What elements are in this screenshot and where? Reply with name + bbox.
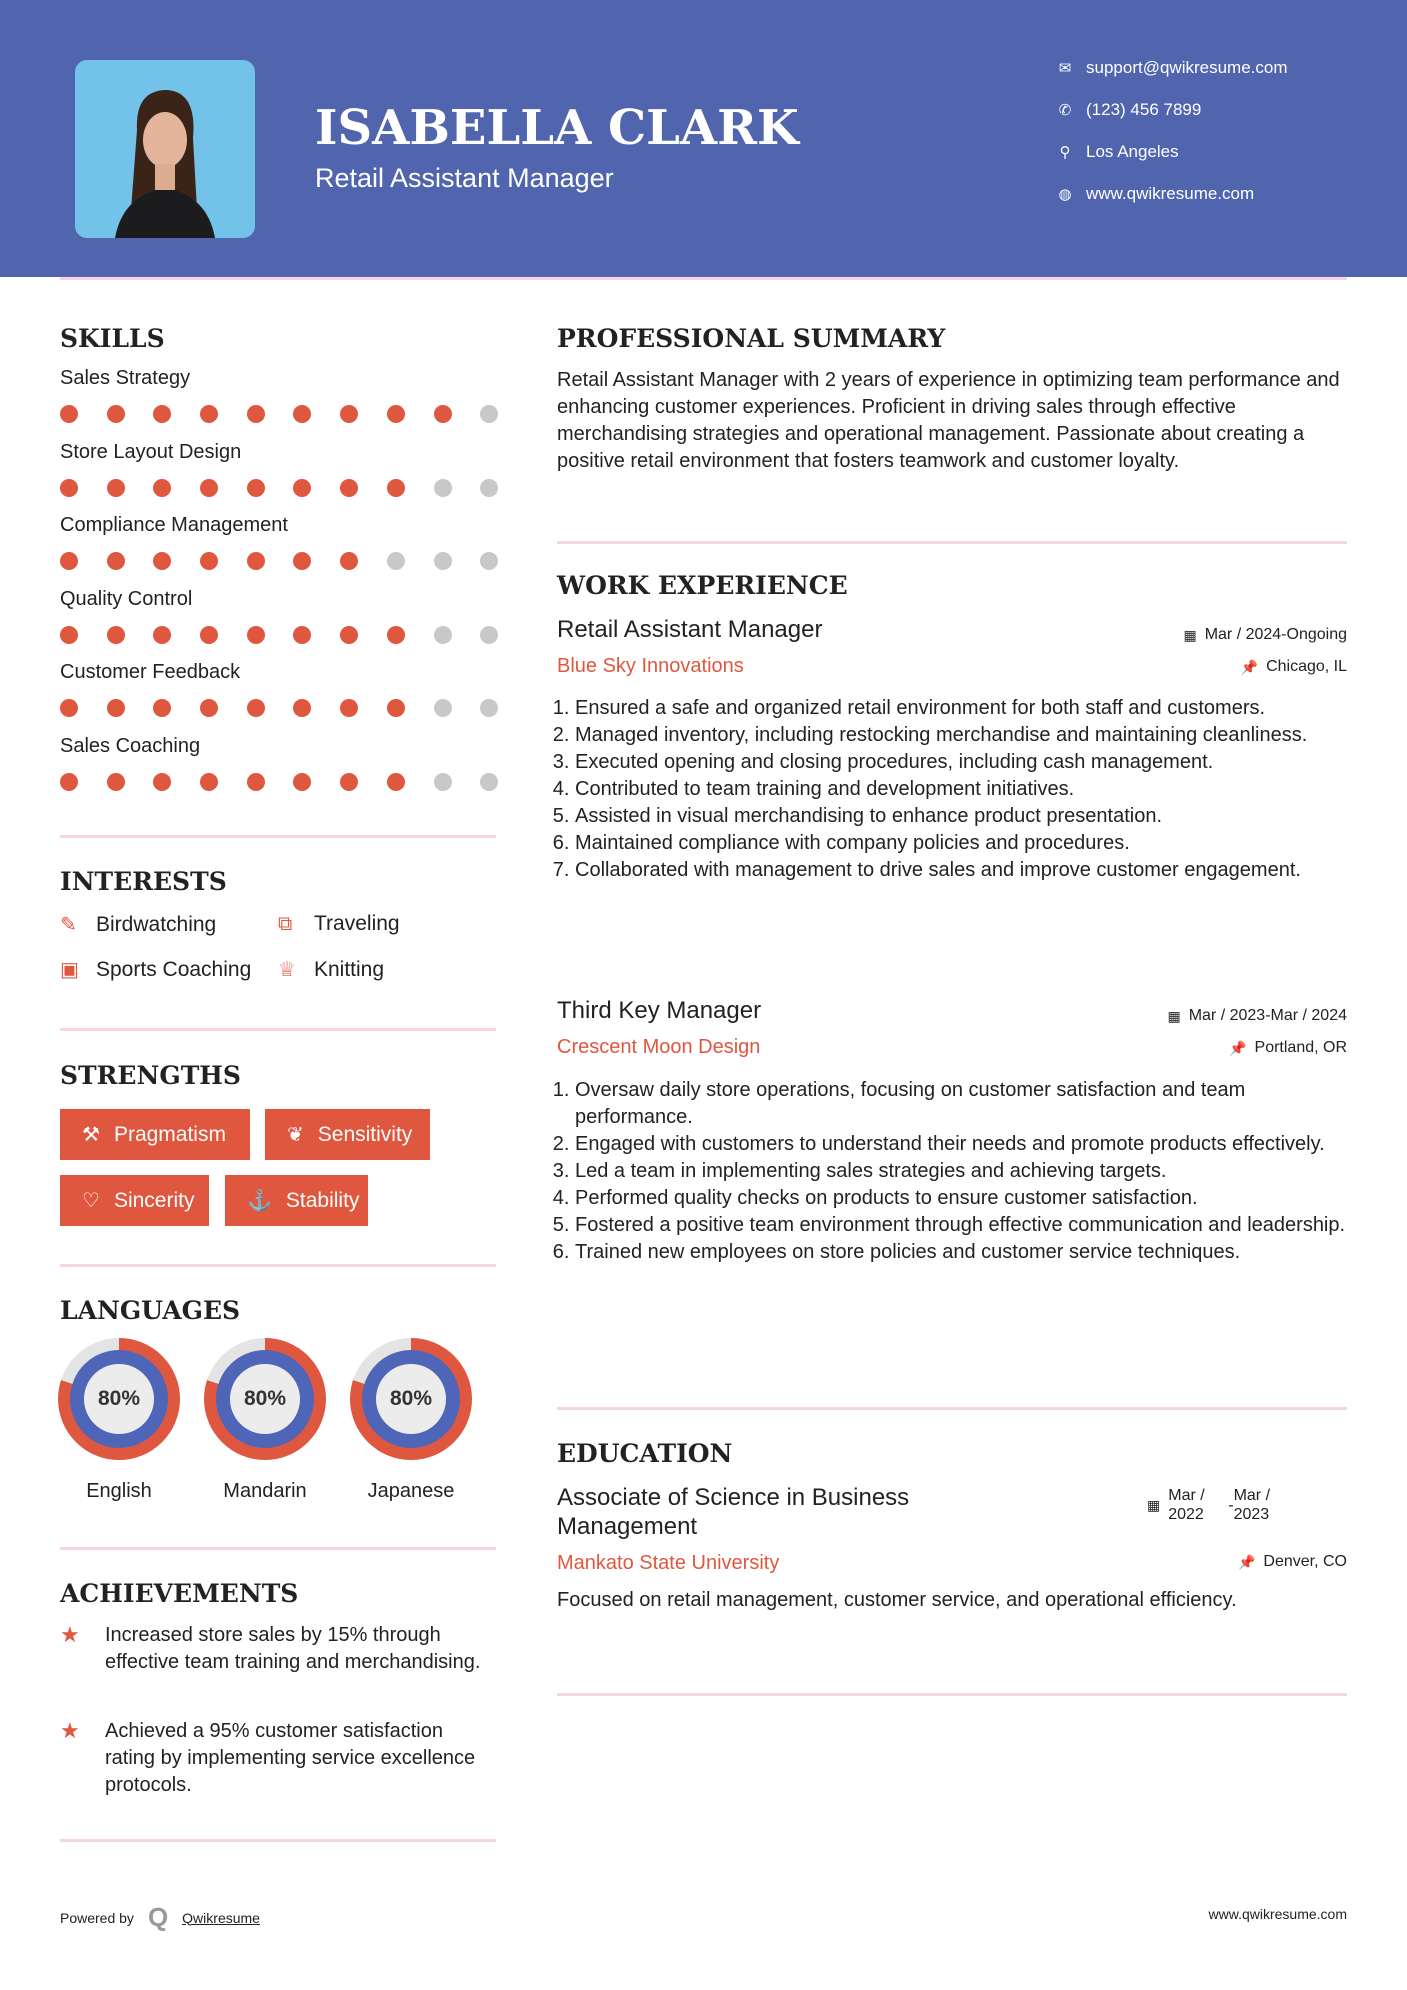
job-bullets (557, 1077, 1347, 1266)
candidate-name: ISABELLA CLARK (315, 100, 799, 156)
contact-email[interactable] (1052, 58, 1288, 78)
skill-label: Sales Strategy (60, 367, 191, 389)
divider (60, 1028, 496, 1031)
rating-dot-empty (480, 699, 498, 717)
interests-title: INTERESTS (60, 867, 227, 896)
rating-dot-empty (387, 552, 405, 570)
location-text: Denver, CO (1263, 1553, 1347, 1570)
calendar-icon: ▦ (1147, 1497, 1161, 1513)
rating-dot-filled (200, 552, 218, 570)
interest-label: Birdwatching (96, 912, 217, 936)
skill-label: Compliance Management (60, 514, 288, 537)
rating-dot-filled (293, 552, 311, 570)
rating-dot-filled (387, 405, 405, 423)
rating-dot-filled (293, 405, 311, 423)
brand-link[interactable]: Qwikresume (182, 1909, 260, 1926)
language-donut (58, 1338, 180, 1460)
rating-dot-filled (60, 552, 78, 570)
interest-label: Knitting (314, 957, 385, 981)
bullet: 1. Ensured a safe and organized retail environment for both staff and customers. (575, 695, 1347, 722)
language-percent: 80% (376, 1364, 446, 1434)
rating-dot-empty (480, 773, 498, 791)
achievement-text: Achieved a 95% customer satisfaction rating by implementing service excellence protocols. (105, 1720, 476, 1796)
interest-item (60, 957, 251, 982)
divider (60, 1264, 496, 1267)
skill-rating (60, 773, 527, 791)
bullet: 7. Collaborated with management to drive sales and improve customer engagement. (575, 857, 1347, 884)
candidate-role: Retail Assistant Manager (315, 163, 614, 193)
profile-photo (75, 60, 255, 238)
rating-dot-filled (107, 773, 125, 791)
rating-dot-filled (200, 405, 218, 423)
skill-rating (60, 699, 527, 717)
rating-dot-filled (293, 479, 311, 497)
location-text: Los Angeles (1086, 142, 1179, 161)
divider (60, 1547, 496, 1550)
divider (60, 835, 496, 838)
bullet: 4. Performed quality checks on products to ensure customer satisfaction. (575, 1185, 1347, 1212)
rating-dot-empty (434, 773, 452, 791)
strength-label: Sensitivity (317, 1122, 413, 1146)
rating-dot-filled (107, 626, 125, 644)
globe-icon: ◍ (1058, 186, 1072, 203)
rating-dot-filled (60, 626, 78, 644)
experience-title: WORK EXPERIENCE (557, 571, 848, 600)
interest-label: Sports Coaching (96, 957, 252, 981)
email-text[interactable]: support@qwikresume.com (1086, 58, 1288, 77)
summary-text: Retail Assistant Manager with 2 years of experience in optimizing team performance and enhancing customer experiences. Proficient in driving sales through effective merchandising strategies and operational management. Passionate about creating a positive retail environment that fosters teamwork and customer loyalty. (557, 369, 1340, 472)
job-location (1241, 658, 1347, 676)
bullet: 6. Maintained compliance with company policies and procedures. (575, 830, 1347, 857)
school: Mankato State University (557, 1552, 780, 1574)
star-icon: ★ (60, 1718, 80, 1743)
degree: Associate of Science in Business Management (557, 1484, 910, 1540)
rating-dot-empty (434, 699, 452, 717)
strength-tag (265, 1109, 430, 1160)
language-item (204, 1338, 326, 1503)
language-donut (350, 1338, 472, 1460)
leaf-icon: ❦ (287, 1124, 304, 1146)
bullet: 2. Managed inventory, including restocking merchandise and maintaining cleanliness. (575, 722, 1347, 749)
achievement-item (60, 1718, 500, 1799)
rating-dot-empty (480, 626, 498, 644)
contact-phone (1052, 100, 1201, 120)
language-percent: 80% (230, 1364, 300, 1434)
rating-dot-filled (153, 699, 171, 717)
skills-title: SKILLS (60, 324, 165, 353)
trophy-icon: ♕ (278, 959, 296, 981)
envelope-icon: ✉ (1058, 60, 1072, 77)
rating-dot-empty (480, 405, 498, 423)
strength-label: Stability (285, 1188, 360, 1212)
rating-dot-filled (200, 479, 218, 497)
divider (557, 1693, 1347, 1696)
skill-label: Store Layout Design (60, 440, 242, 463)
rating-dot-filled (387, 479, 405, 497)
rating-dot-filled (200, 699, 218, 717)
location-text: Portland, OR (1254, 1039, 1347, 1056)
strengths-title: STRENGTHS (60, 1061, 241, 1090)
bullet: 3. Executed opening and closing procedures, including cash management. (575, 749, 1347, 776)
job-date (1167, 1007, 1347, 1025)
bullet: 1. Oversaw daily store operations, focusing on customer satisfaction and team performance. (575, 1077, 1347, 1131)
star-icon: ★ (60, 1622, 80, 1647)
language-item (350, 1338, 472, 1503)
rating-dot-filled (434, 405, 452, 423)
strength-tag (60, 1175, 209, 1226)
rating-dot-filled (293, 773, 311, 791)
bullet: 3. Led a team in implementing sales strategies and achieving targets. (575, 1158, 1347, 1185)
job-date (1183, 626, 1347, 644)
rating-dot-filled (247, 552, 265, 570)
rating-dot-empty (434, 479, 452, 497)
rating-dot-filled (247, 773, 265, 791)
footer-powered (60, 1902, 260, 1933)
rating-dot-filled (387, 699, 405, 717)
rating-dot-filled (153, 479, 171, 497)
interest-item (60, 912, 216, 937)
qwikresume-logo-icon: Q (147, 1902, 169, 1932)
rating-dot-filled (387, 626, 405, 644)
gavel-icon: ⚒ (82, 1124, 100, 1146)
skill-label: Sales Coaching (60, 735, 201, 757)
heart-icon: ♡ (82, 1190, 100, 1212)
rating-dot-filled (107, 405, 125, 423)
bullet: 5. Fostered a positive team environment through effective communication and leadership. (575, 1212, 1347, 1239)
rating-dot-filled (153, 552, 171, 570)
rating-dot-filled (153, 405, 171, 423)
job-title: Retail Assistant Manager (557, 616, 823, 643)
rating-dot-filled (60, 773, 78, 791)
strength-label: Sincerity (113, 1188, 195, 1212)
job-company: Crescent Moon Design (557, 1036, 761, 1058)
anchor-icon: ⚓ (247, 1190, 272, 1212)
education-title: EDUCATION (557, 1439, 733, 1468)
rating-dot-filled (200, 626, 218, 644)
rating-dot-empty (480, 552, 498, 570)
contact-website[interactable] (1052, 184, 1254, 204)
rating-dot-filled (247, 405, 265, 423)
rating-dot-filled (340, 552, 358, 570)
language-label: Japanese (367, 1480, 455, 1502)
divider (60, 1839, 496, 1842)
skill-rating (60, 479, 527, 497)
bullet: 2. Engaged with customers to understand their needs and promote products effectively. (575, 1131, 1347, 1158)
header-divider (60, 277, 1347, 280)
skill-label: Customer Feedback (60, 661, 241, 684)
rating-dot-filled (247, 626, 265, 644)
rating-dot-filled (153, 626, 171, 644)
rating-dot-filled (247, 699, 265, 717)
strength-label: Pragmatism (113, 1122, 226, 1146)
skill-rating (60, 552, 527, 570)
interest-item (278, 957, 384, 982)
pin-icon: 📌 (1240, 658, 1259, 675)
achievements-title: ACHIEVEMENTS (60, 1579, 299, 1608)
footer-url[interactable]: www.qwikresume.com (1208, 1906, 1347, 1922)
divider (557, 1407, 1347, 1410)
achievement-text: Increased store sales by 15% through effective team training and merchandising. (105, 1624, 481, 1673)
languages-title: LANGUAGES (60, 1296, 241, 1325)
rating-dot-filled (293, 626, 311, 644)
pin-icon: 📌 (1229, 1039, 1247, 1056)
date-end: Mar / 2023 (1233, 1487, 1271, 1523)
job-company: Blue Sky Innovations (557, 655, 744, 677)
language-label: English (86, 1480, 152, 1502)
rating-dot-filled (107, 552, 125, 570)
achievement-item (60, 1622, 500, 1676)
location-text: Chicago, IL (1266, 658, 1347, 675)
rating-dot-filled (60, 405, 78, 423)
rating-dot-empty (434, 552, 452, 570)
rating-dot-filled (387, 773, 405, 791)
bullet: 6. Trained new employees on store policies and customer service techniques. (575, 1239, 1347, 1266)
website-text[interactable]: www.qwikresume.com (1086, 184, 1255, 203)
education-location (1238, 1553, 1347, 1571)
pin-icon: 📌 (1237, 1553, 1256, 1570)
summary-title: PROFESSIONAL SUMMARY (557, 324, 946, 353)
strength-tag (60, 1109, 250, 1160)
skill-label: Quality Control (60, 587, 193, 610)
language-label: Mandarin (223, 1480, 307, 1502)
calendar-icon: ▦ (1183, 626, 1197, 643)
contact-location (1052, 142, 1179, 162)
interest-label: Traveling (314, 912, 400, 935)
bullet: 5. Assisted in visual merchandising to enhance product presentation. (575, 803, 1347, 830)
language-percent: 80% (84, 1364, 154, 1434)
rating-dot-filled (60, 479, 78, 497)
phone-text: (123) 456 7899 (1086, 100, 1202, 119)
date-start: Mar / 2022 (1168, 1487, 1205, 1523)
calendar-icon: ▦ (1167, 1007, 1181, 1024)
binoculars-icon: ⧉ (278, 912, 293, 935)
pencil-square-icon: ✎ (60, 914, 77, 936)
rating-dot-filled (153, 773, 171, 791)
education-date (1147, 1486, 1294, 1524)
skill-rating (60, 626, 527, 644)
rating-dot-filled (293, 699, 311, 717)
strength-tag (225, 1175, 368, 1226)
rating-dot-filled (247, 479, 265, 497)
rating-dot-empty (434, 626, 452, 644)
phone-icon: ✆ (1058, 102, 1072, 119)
rating-dot-filled (200, 773, 218, 791)
skill-rating (60, 405, 527, 423)
education-text: Focused on retail management, customer service, and operational efficiency. (557, 1589, 1237, 1611)
language-item (58, 1338, 180, 1503)
rating-dot-empty (480, 479, 498, 497)
job-location (1229, 1039, 1347, 1057)
divider (557, 541, 1347, 544)
powered-by-text: Powered by (60, 1909, 134, 1926)
map-pin-icon: ⚲ (1059, 144, 1071, 161)
rating-dot-filled (340, 699, 358, 717)
date-text: Mar / 2023-Mar / 2024 (1188, 1007, 1347, 1024)
job-title: Third Key Manager (557, 997, 762, 1024)
rating-dot-filled (340, 405, 358, 423)
rating-dot-filled (107, 699, 125, 717)
rating-dot-filled (340, 479, 358, 497)
rating-dot-filled (60, 699, 78, 717)
briefcase-icon: ▣ (60, 959, 79, 981)
rating-dot-filled (107, 479, 125, 497)
rating-dot-filled (340, 773, 358, 791)
rating-dot-filled (340, 626, 358, 644)
job-bullets (557, 695, 1347, 884)
language-donut (204, 1338, 326, 1460)
interest-item (278, 912, 400, 936)
date-separator: - (1228, 1497, 1234, 1514)
bullet: 4. Contributed to team training and development initiatives. (575, 776, 1347, 803)
date-text: Mar / 2024-Ongoing (1204, 626, 1347, 643)
